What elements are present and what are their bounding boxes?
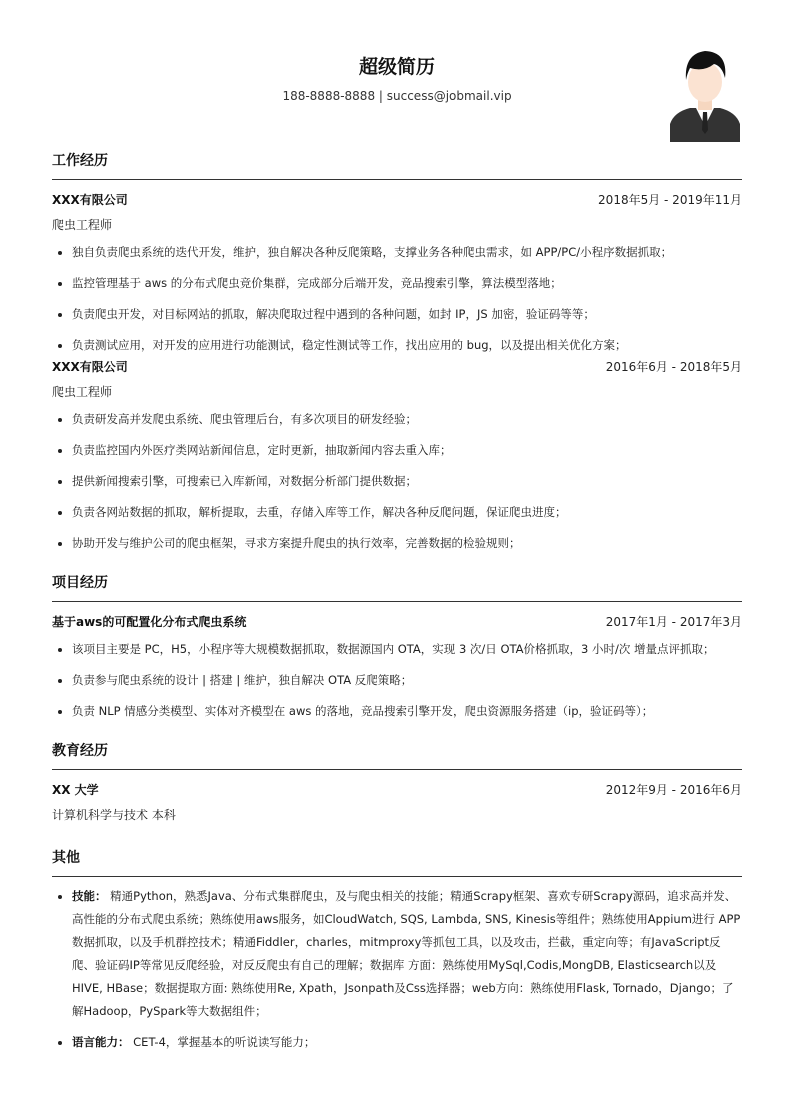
resume-header — [52, 0, 742, 150]
major: 计算机科学与技术 本科 — [52, 808, 176, 822]
school-name: XX 大学 — [52, 783, 99, 797]
resume-page — [52, 0, 742, 1062]
section-title-project: 项目经历 — [52, 572, 742, 602]
list-item: • 提供新闻搜索引擎，可搜索已入库新闻，对数据分析部门提供数据； — [72, 470, 742, 493]
job-role: 爬虫工程师 — [52, 218, 113, 232]
list-item: • 负责测试应用，对开发的应用进行功能测试，稳定性测试等工作，找出应用的 bug，以及提出相关优化方案； — [72, 334, 742, 357]
date-range: 2012年9月 - 2016年6月 — [605, 783, 742, 797]
list-item — [72, 1031, 742, 1054]
resume-name: 超级简历 — [358, 56, 435, 78]
section-title-education: 教育经历 — [52, 740, 742, 770]
work-section — [52, 150, 742, 555]
date-range: 2018年5月 - 2019年11月 — [598, 193, 742, 207]
list-item: • 负责 NLP 情感分类模型、实体对齐模型在 aws 的落地，竞品搜索引擎开发，爬虫资源服务搭建（ip，验证码等）； — [72, 700, 742, 723]
section-title-work: 工作经历 — [52, 150, 742, 180]
contact-info: 188-8888-8888 | success@jobmail.vip — [282, 89, 512, 103]
list-item: • 监控管理基于 aws 的分布式爬虫竞价集群，完成部分后端开发，竞品搜索引擎，算法模型落地； — [72, 272, 742, 295]
project-section — [52, 572, 742, 723]
list-item: • 负责爬虫开发，对目标网站的抓取，解决爬取过程中遇到的各种问题，如封 IP，JS 加密，验证码等等； — [72, 303, 742, 326]
education-entry-header — [52, 782, 742, 798]
project-entry-header — [52, 614, 742, 630]
list-item — [72, 885, 742, 1023]
list-item: • 负责研发高并发爬虫系统、爬虫管理后台，有多次项目的研发经验； — [72, 408, 742, 431]
bullet-list — [52, 638, 742, 723]
bullet-list — [52, 885, 742, 1054]
list-item: • 负责监控国内外医疗类网站新闻信息，定时更新，抽取新闻内容去重入库； — [72, 439, 742, 462]
avatar — [668, 46, 742, 142]
company-name: XXX有限公司 — [52, 360, 128, 374]
item-label: 语言能力： — [72, 1035, 130, 1049]
list-item: • 该项目主要是 PC，H5，小程序等大规模数据抓取，数据源国内 OTA，实现 3 次/日 OTA价格抓取，3 小时/次 增量点评抓取； — [72, 638, 742, 661]
item-text: CET-4，掌握基本的听说读写能力； — [129, 1035, 316, 1049]
list-item: • 负责各网站数据的抓取，解析提取，去重，存储入库等工作，解决各种反爬问题，保证爬虫进度； — [72, 501, 742, 524]
list-item: • 协助开发与维护公司的爬虫框架，寻求方案提升爬虫的执行效率，完善数据的检验规则； — [72, 532, 742, 555]
work-entry-header — [52, 359, 742, 375]
bullet-list — [52, 408, 742, 555]
work-entry-header — [52, 192, 742, 208]
list-item: • 负责参与爬虫系统的设计 | 搭建 | 维护，独自解决 OTA 反爬策略； — [72, 669, 742, 692]
item-label: 技能： — [72, 889, 107, 903]
education-section — [52, 740, 742, 823]
bullet-list — [52, 241, 742, 357]
other-section — [52, 847, 742, 1054]
project-name: 基于aws的可配置化分布式爬虫系统 — [52, 615, 247, 629]
company-name: XXX有限公司 — [52, 193, 128, 207]
date-range: 2017年1月 - 2017年3月 — [605, 615, 742, 629]
list-item: • 独自负责爬虫系统的迭代开发，维护，独自解决各种反爬策略，支撑业务各种爬虫需求，如 APP/PC/小程序数据抓取； — [72, 241, 742, 264]
item-text: 精通Python，熟悉Java、分布式集群爬虫，及与爬虫相关的技能；精通Scrapy框架、喜欢专研Scrapy源码，追求高并发、高性能的分布式爬虫系统；熟练使用aws服务，如CloudWatch, SQS, Lambda, SNS, Kinesis等组件；熟练使用Appium进行 APP 数据抓取，以及手机群控技术；精通Fiddler，charles，mitmproxy等抓包工具，以及攻击，拦截，重定向等；有JavaScript反爬、验证码IP等常见反爬经验，对反反爬虫有自己的理解；数据库 方面：熟练使用MySql,Codis,MongDB, Elasticsearch以及HIVE, HBase；数据提取方面: 熟练使用Re, Xpath，Jsonpath及Css选择器；web方向：熟练使用Flask, Tornado，Django；了解Hadoop，PySpark等大数据组件； — [72, 889, 741, 1018]
job-role: 爬虫工程师 — [52, 385, 113, 399]
date-range: 2016年6月 - 2018年5月 — [605, 360, 742, 374]
section-title-other: 其他 — [52, 847, 742, 877]
